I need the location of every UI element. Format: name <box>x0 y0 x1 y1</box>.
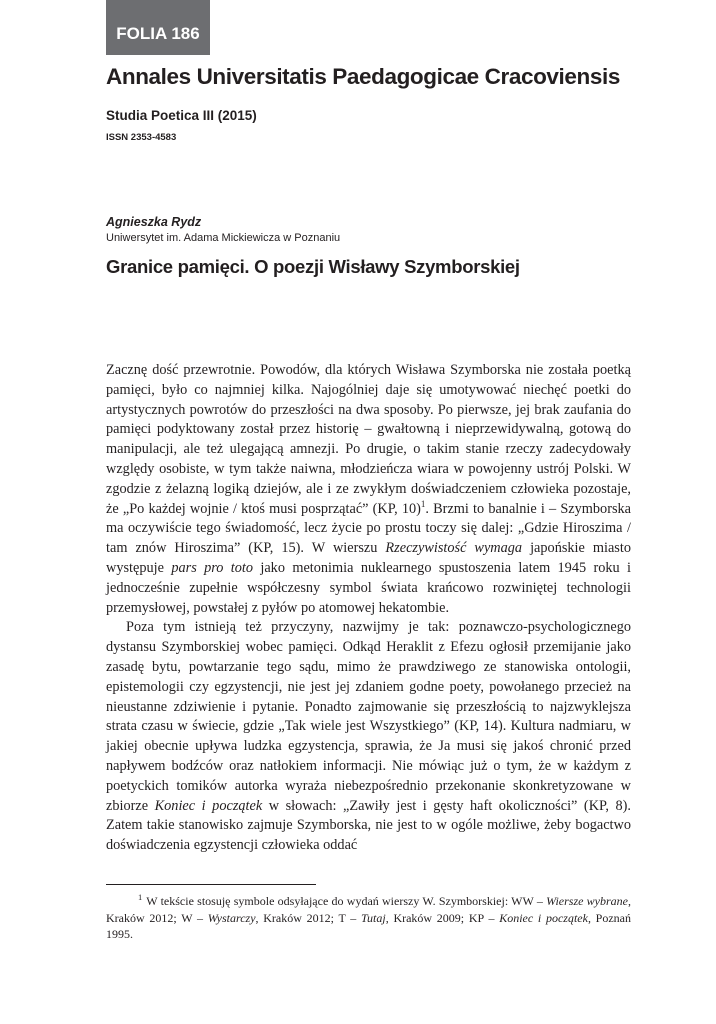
footnote-ref[interactable]: 1 <box>420 498 426 509</box>
footnote: $^1$ W tekście stosuję symbole odsyłające do wydań wierszy W. Szymborskiej: WW – Wiersze wybrane, Kraków 2012; W – Wystarczy, Kraków 2012; T – Tutaj, Kraków 2009; KP – Koniec i początek, Poznań 1995. <box>106 892 632 941</box>
paragraph-1: Zacznę dość przewrotnie. Powodów, dla których Wisława Szymborska nie została poetką pamięci, było co najmniej kilka. Najogólniej daje się umotywować niechęć poetki do artystycznych powrotów do przeszłości na dwa sposoby. Po pierwsze, jej brak zaufania do pamięci podyktowany został przez historię – gwałtowną i nieprzewidywalną, gotową do manipulacji, ale też ulegającą amnezji. Po drugie, o takim stanie rzeczy zadecydowały względy osobiste, w tym także naiwna, młodzieńcza wiara w powojenny ustrój Polski. W zgodzie z żelazną logiką dziejów, ale i ze zwykłym doświadczeniem człowieka pozostaje, że „Po każdej wojnie / ktoś musi posprzątać” (KP, 10)$^1$. Brzmi to banalnie i – Szymborska ma oczywiście tego świadomość, lecz życie po prostu toczy się dalej: „Gdzie Hiroszima / tam znów Hiroszima” (KP, 15). W wierszu Rzeczywistość wymaga japońskie miasto występuje pars pro toto jako metonimia nuklearnego spustoszenia latem 1945 roku i jednocześnie zupełnie współczesny symbol świata krańcowo rozwiniętej technologii przemysłowej, powstałej z pyłów po atomowej hekatombie. <box>106 362 632 616</box>
folia-label: FOLIA 186 <box>116 24 200 43</box>
journal-title: Annales Universitatis Paedagogicae Cracoviensis <box>106 64 620 89</box>
author-affiliation: Uniwersytet im. Adama Mickiewicza w Poznaniu <box>106 232 341 244</box>
article-title: Granice pamięci. O poezji Wisławy Szymborskiej <box>106 256 520 277</box>
footnote-divider <box>106 884 316 885</box>
folia-badge <box>106 0 210 55</box>
paragraph-2: Poza tym istnieją też przyczyny, nazwijmy je tak: poznawczo-psychologicznego dystansu Szymborskiej wobec pamięci. Odkąd Heraklit z Efezu ogłosił przemijanie jako zasadę bytu, powtarzanie tego sądu, mimo że prawdziwego ze stanowiska ontologii, epistemologii czy egzystencji, nie jest jej zdaniem godne poety, powołanego przecież na nieustanne zdziwienie i pytanie. Ponadto zajmowanie się przeszłością to najzwyklejsza strata czasu w świecie, gdzie „Tak wiele jest Wszystkiego” (KP, 14). Kultura nadmiaru, w jakiej obecnie upływa ludzka egzystencja, sprawia, że Ja musi się jakoś chronić przed napływem bodźców oraz natłokiem informacji. Nie mówiąc już o tym, że w każdym z poetyckich tomików autorka wyraża niebezpośrednio przekonanie skonkretyzowane w zbiorze Koniec i początek w słowach: „Zawiły jest i gęsty haft okoliczności” (KP, 8). Zatem takie stanowisko zajmuje Szymborska, nie jest to w ogóle możliwe, żeby bogactwo doświadczenia egzystencji człowieka oddać <box>106 619 631 854</box>
series-title: Studia Poetica III (2015) <box>106 108 257 123</box>
author-name: Agnieszka Rydz <box>106 215 202 229</box>
issn: ISSN 2353-4583 <box>106 132 177 143</box>
article-body <box>106 361 631 856</box>
footnote-number: 1 <box>138 892 143 902</box>
